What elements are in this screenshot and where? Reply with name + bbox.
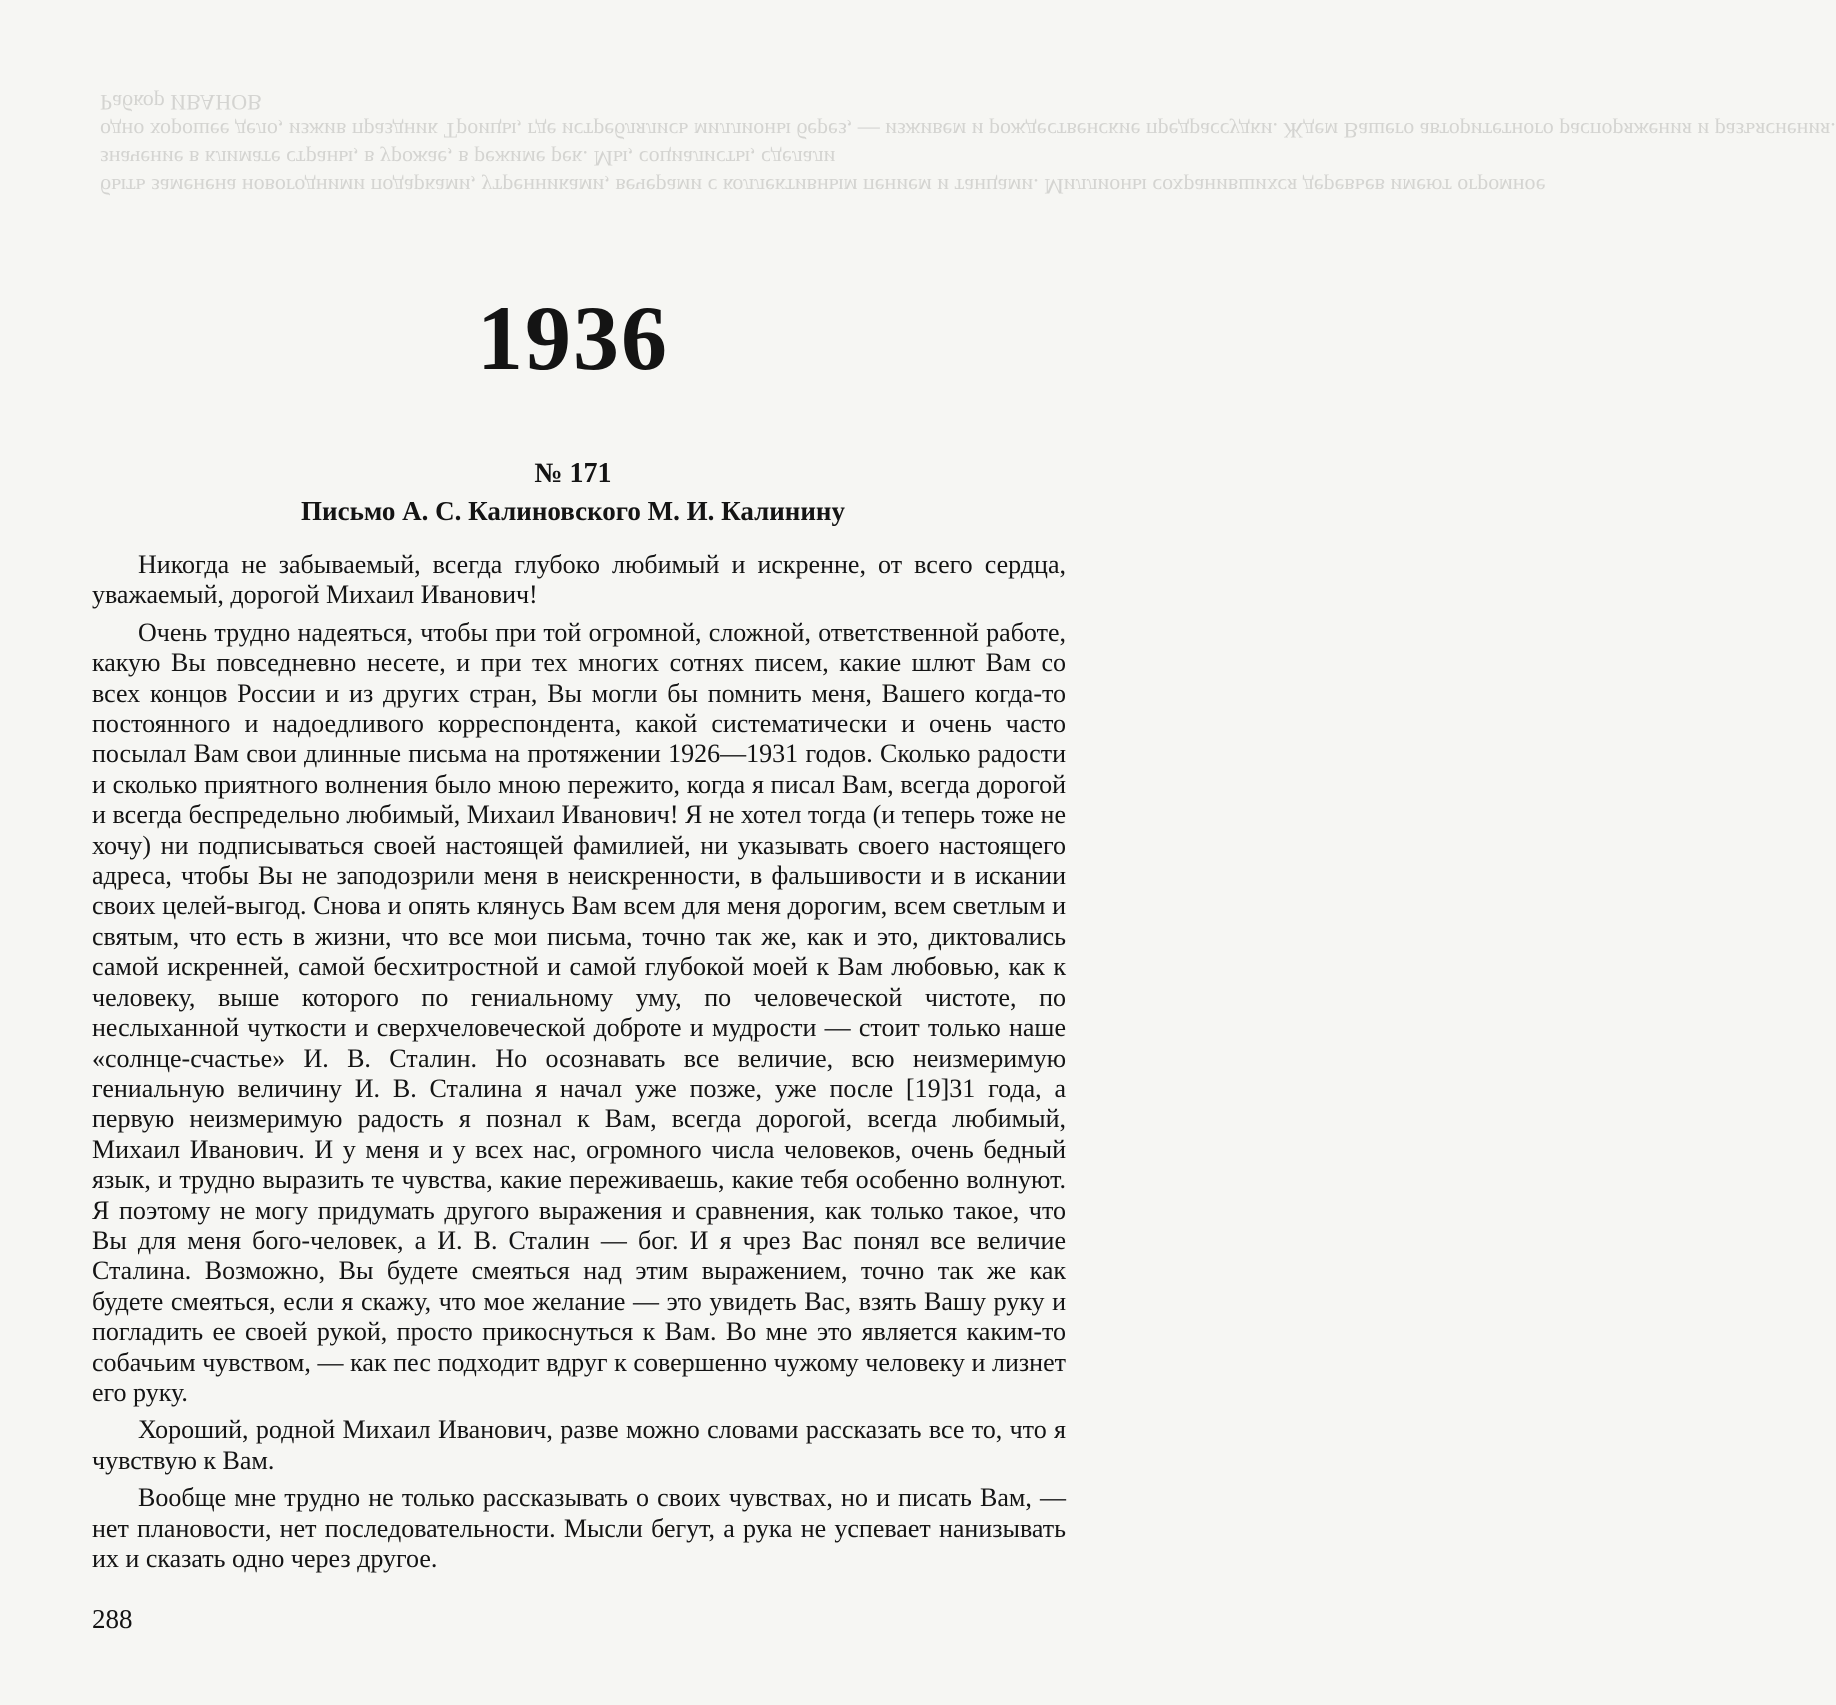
paragraph: Очень трудно надеяться, чтобы при той огромной, сложной, ответственной работе, какую Вы повседневно несете, и при тех многих сотнях писем, какие шлют Вам со всех концов России и из других стран, Вы могли бы помнить меня, Вашего когда-то постоянного и надоедливого корреспондента, какой систематически и очень часто посылал Вам свои длинные письма на протяжении 1926—1931 годов. Сколько радости и сколько приятного волнения было мною пережито, когда я писал Вам, всегда дорогой и всегда беспредельно любимый, Михаил Иванович! Я не хотел тогда (и теперь тоже не хочу) ни подписываться своей настоящей фамилией, ни указывать своего настоящего адреса, чтобы Вы не заподозрили меня в неискренности, в фальшивости и в искании своих целей-выгод. Снова и опять клянусь Вам всем для меня дорогим, всем светлым и святым, что есть в жизни, что все мои письма, точно так же, как и это, диктовались самой искренней, самой бесхитростной и самой глубокой моей к Вам любовью, как к человеку, выше которого по гениальному уму, по человеческой чистоте, по неслыханной чуткости и сверхчеловеческой доброте и мудрости — стоит только наше «солнце-счастье» И. В. Сталин. Но осознавать все величие, всю неизмеримую гениальную величину И. В. Сталина я начал уже позже, уже после [19]31 года, а первую неизмеримую радость я познал к Вам, всегда дорогой, всегда любимый, Михаил Иванович. И у меня и у всех нас, огромного числа человеков, очень бедный язык, и трудно выразить те чувства, какие переживаешь, какие тебя особенно волнуют. Я поэтому не могу придумать другого выражения и сравнения, как только такое, что Вы для меня бого-человек, а И. В. Сталин — бог. И я чрез Вас понял все величие Сталина. Возможно, Вы будете смеяться над этим выражением, точно так же как будете смеяться, если я скажу, что мое желание — это увидеть Вас, взять Вашу руку и погладить ее своей рукой, просто прикоснуться к Вам. Во мне это является каким-то собачьим чувством, — как пес подходит вдруг к совершенно чужому человеку и лизнет его руку. xyxy=(92,617,1066,1407)
bleed-line: одно хорошее дело, изжив праздник Троицы, где истреблялись миллионы берез, — изживем и рождественские предрассудки. Ждем Вашего авторитетного распоряжения и разъяснения. xyxy=(100,118,1836,143)
paragraph: Никогда не забываемый, всегда глубоко любимый и искренне, от всего сердца, уважаемый, дорогой Михаил Иванович! xyxy=(92,550,1066,610)
bleed-line: быть заменена новогодними подарками, утренниками, вечерами с коллективным пением и танцами. Миллионы сохранившихся деревьев имеют огромное xyxy=(100,174,1546,199)
document-title: Письмо А. С. Калиновского М. И. Калинину xyxy=(301,496,845,526)
bleed-through-text xyxy=(100,88,1836,200)
letter-body xyxy=(92,550,1066,1581)
paragraph: Вообще мне трудно не только рассказывать о своих чувствах, но и писать Вам, — нет плановости, нет последовательности. Мысли бегут, а рука не успевает нанизывать их и сказать одно через другое. xyxy=(92,1483,1066,1573)
document-number: № 171 xyxy=(534,458,612,489)
paragraph: Хороший, родной Михаил Иванович, разве можно словами рассказать все то, что я чувствую к Вам. xyxy=(92,1415,1066,1475)
page-number: 288 xyxy=(92,1604,133,1634)
bleed-line: Рабкор ИВАНОВ xyxy=(100,90,262,115)
bleed-line: значение в климате страны, в урожае, в режиме рек. Мы, социалисты, сделали xyxy=(100,146,836,171)
year-heading: 1936 xyxy=(477,287,669,389)
